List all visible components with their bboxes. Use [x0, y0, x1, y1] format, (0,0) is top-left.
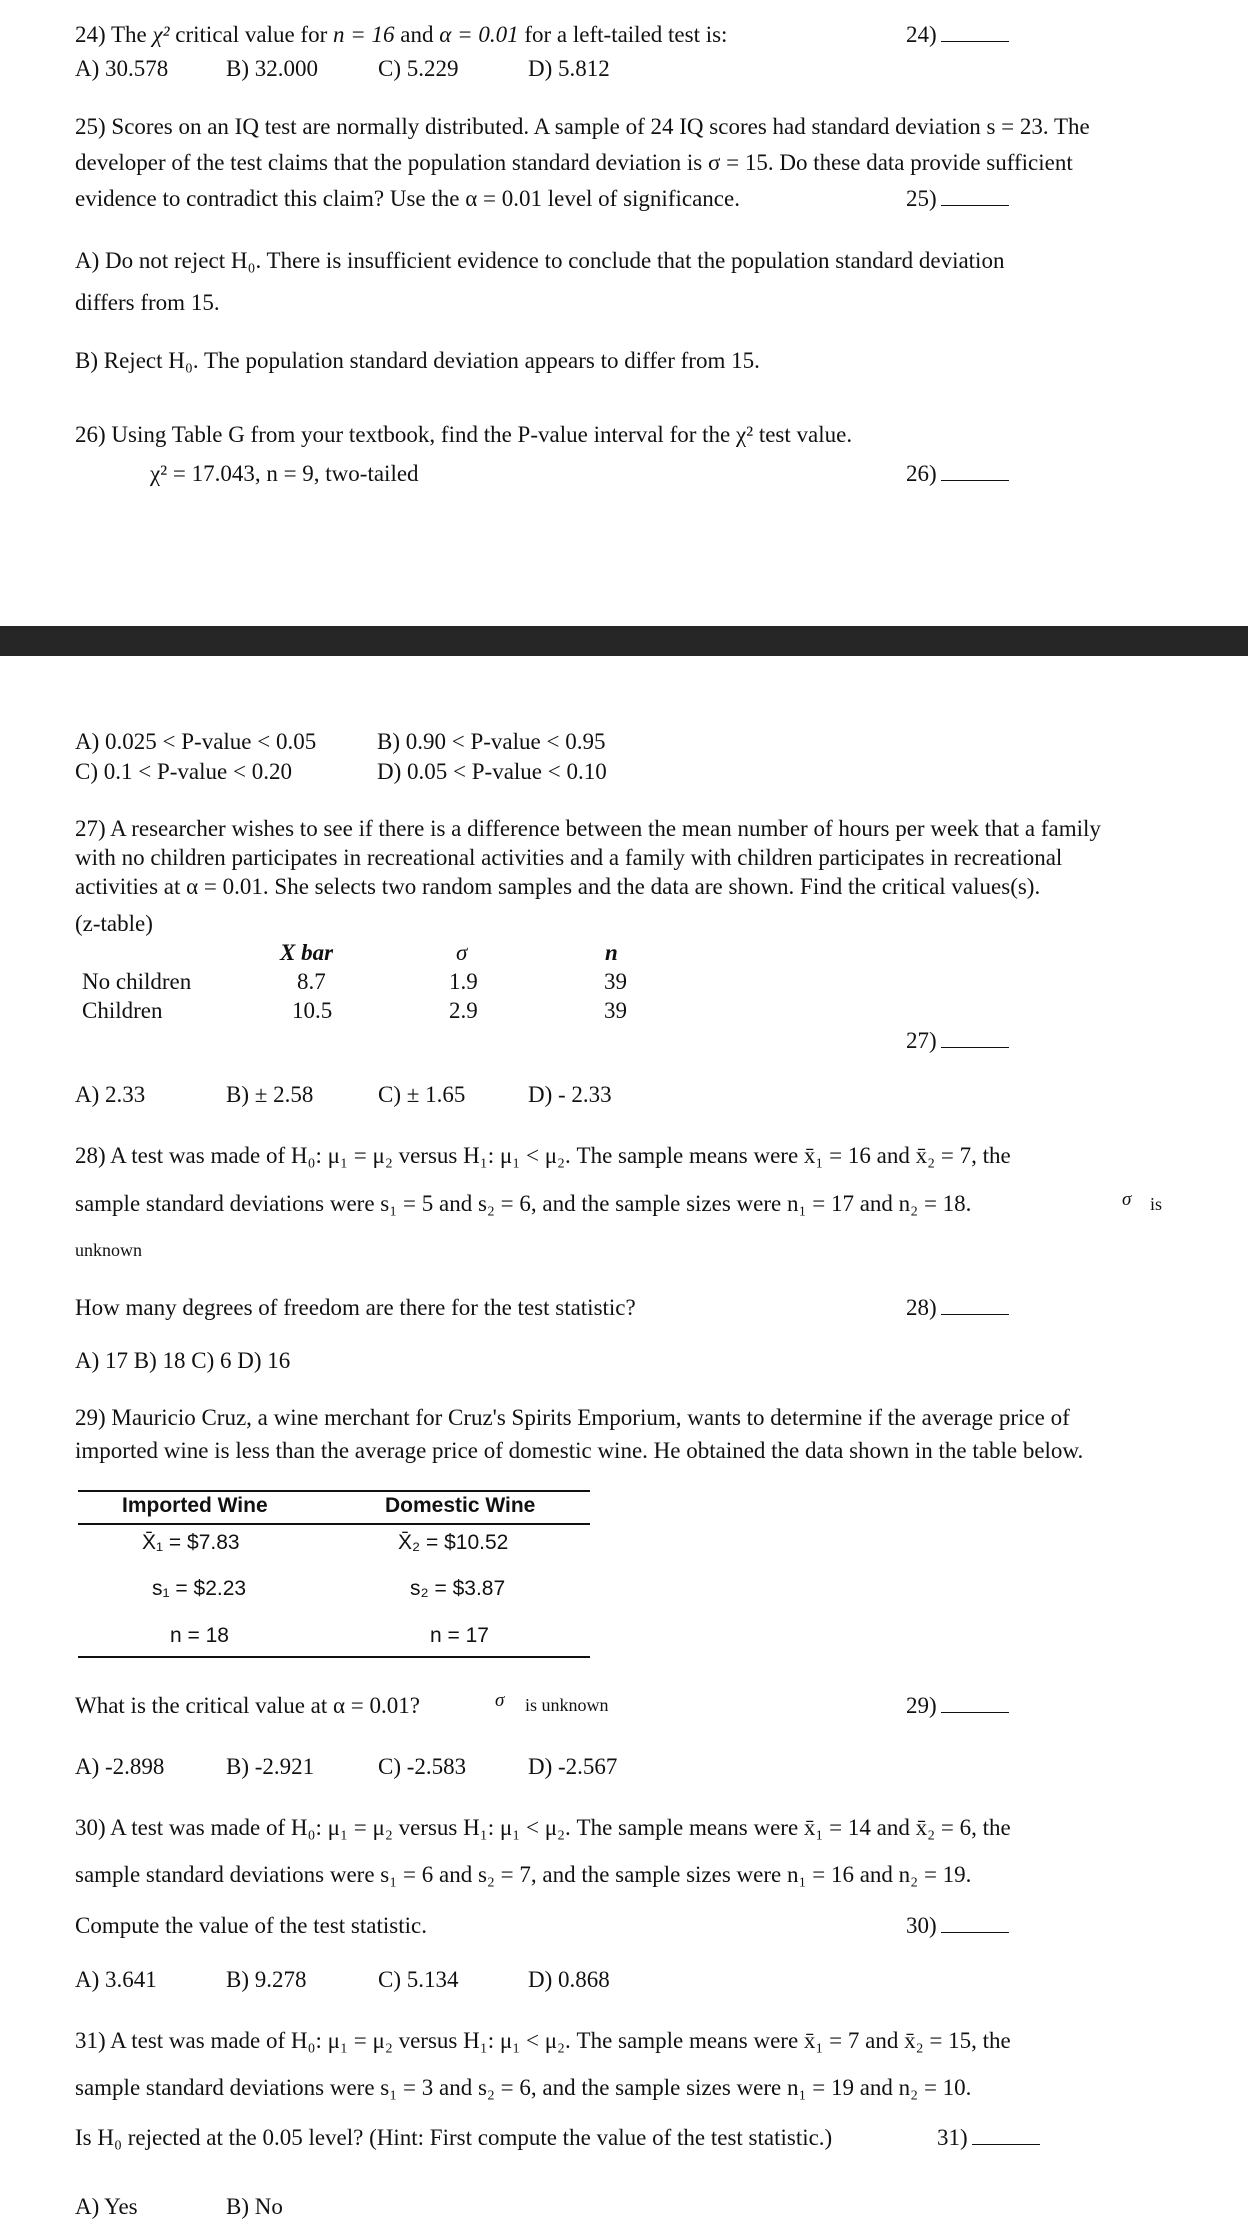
q26-option-c[interactable]: C) 0.1 < P-value < 0.20 — [75, 759, 292, 784]
q27-cell-xbar: 10.5 — [292, 998, 333, 1023]
answer-blank[interactable] — [941, 1314, 1009, 1315]
q24-and: and — [394, 22, 440, 47]
q30-option-c[interactable]: C) 5.134 — [378, 1967, 459, 1992]
answer-blank[interactable] — [941, 205, 1009, 206]
q24-text-a: 24) The — [75, 22, 153, 47]
q29-sigma-symbol: σ — [495, 1690, 505, 1711]
q27-option-a[interactable]: A) 2.33 — [75, 1082, 146, 1107]
q29-option-b[interactable]: B) -2.921 — [226, 1754, 315, 1779]
answer-blank[interactable] — [941, 1712, 1009, 1713]
q29-imported-n: n = 18 — [170, 1624, 229, 1647]
q31-line-2: sample standard deviations were s₁ = 3 and s₂ = 6, and the sample sizes were n₁ = 19 and n₂ = 10. — [75, 2075, 972, 2100]
q29-header-imported: Imported Wine — [122, 1494, 268, 1517]
q27-line-4: (z-table) — [75, 911, 153, 936]
q27-line-2: with no children participates in recreational activities and a family with children participates in recreational — [75, 845, 1063, 870]
q27-cell-sigma: 2.9 — [449, 998, 478, 1023]
q30-option-b[interactable]: B) 9.278 — [226, 1967, 307, 1992]
q26-option-d[interactable]: D) 0.05 < P-value < 0.10 — [377, 759, 607, 784]
q30-number: 30) — [906, 1913, 937, 1938]
q26-line-2: χ² = 17.043, n = 9, two-tailed — [150, 461, 419, 486]
q29-option-d[interactable]: D) -2.567 — [528, 1754, 618, 1779]
q27-row-label: No children — [82, 969, 192, 994]
q25-line-1: 25) Scores on an IQ test are normally distributed. A sample of 24 IQ scores had standard deviation s = 23. The — [75, 114, 1090, 139]
q27-header-xbar: X bar — [280, 940, 334, 965]
q25-option-a-line-2: differs from 15. — [75, 290, 220, 315]
q24-text-c: for a left-tailed test is: — [518, 22, 728, 47]
q26-answer-slot[interactable] — [906, 461, 1009, 487]
q30-answer-slot[interactable] — [906, 1913, 1009, 1939]
q31-answer-slot[interactable] — [937, 2125, 1040, 2151]
q26-option-a[interactable]: A) 0.025 < P-value < 0.05 — [75, 729, 317, 754]
q27-cell-xbar: 8.7 — [297, 969, 326, 994]
q27-cell-n: 39 — [604, 969, 627, 994]
q29-number: 29) — [906, 1693, 937, 1718]
q25-option-a-line-1[interactable]: A) Do not reject H₀. There is insufficient evidence to conclude that the population standard deviation — [75, 248, 1005, 273]
q24-alpha: α = 0.01 — [439, 22, 519, 47]
q28-number: 28) — [906, 1295, 937, 1320]
q28-line-1: 28) A test was made of H₀: μ₁ = μ₂ versus H₁: μ₁ < μ₂. The sample means were x̄₁ = 16 and x̄₂ = 7, the — [75, 1143, 1011, 1168]
q29-question: What is the critical value at α = 0.01? — [75, 1693, 420, 1718]
q24-number: 24) — [906, 22, 937, 47]
table-rule-top — [78, 1490, 590, 1492]
q24-option-c[interactable]: C) 5.229 — [378, 56, 459, 81]
q27-line-3: activities at α = 0.01. She selects two random samples and the data are shown. Find the critical values(s). — [75, 874, 1041, 899]
q27-option-b[interactable]: B) ± 2.58 — [226, 1082, 314, 1107]
q24-answer-slot[interactable] — [906, 22, 1009, 48]
q28-is: is — [1150, 1194, 1163, 1214]
q27-cell-n: 39 — [604, 998, 627, 1023]
q26-number: 26) — [906, 461, 937, 486]
q28-line-2: sample standard deviations were s₁ = 5 and s₂ = 6, and the sample sizes were n₁ = 17 and n₂ = 18. — [75, 1191, 972, 1216]
q29-domestic-mean: X̄₂ = $10.52 — [398, 1531, 509, 1554]
q29-imported-mean: X̄₁ = $7.83 — [142, 1531, 240, 1554]
answer-blank[interactable] — [941, 41, 1009, 42]
q25-option-b[interactable]: B) Reject H₀. The population standard deviation appears to differ from 15. — [75, 348, 760, 373]
q24-option-b[interactable]: B) 32.000 — [226, 56, 318, 81]
q31-line-3: Is H₀ rejected at the 0.05 level? (Hint: First compute the value of the test statistic.) — [75, 2125, 833, 2150]
q29-option-a[interactable]: A) -2.898 — [75, 1754, 165, 1779]
q28-sigma-symbol: σ — [1122, 1189, 1132, 1210]
q30-option-d[interactable]: D) 0.868 — [528, 1967, 610, 1992]
q27-number: 27) — [906, 1028, 937, 1053]
q25-answer-slot[interactable] — [906, 186, 1009, 212]
q27-answer-slot[interactable] — [906, 1028, 1009, 1054]
q26-line-1: 26) Using Table G from your textbook, find the P-value interval for the χ² test value. — [75, 422, 853, 447]
q30-option-a[interactable]: A) 3.641 — [75, 1967, 157, 1992]
q31-option-b[interactable]: B) No — [226, 2194, 283, 2219]
q27-cell-sigma: 1.9 — [449, 969, 478, 994]
answer-blank[interactable] — [941, 480, 1009, 481]
q24-stem — [75, 22, 727, 48]
q27-header-sigma: σ — [456, 940, 468, 965]
q29-line-2: imported wine is less than the average price of domestic wine. He obtained the data shown in the table below. — [75, 1438, 1084, 1463]
q31-line-1: 31) A test was made of H₀: μ₁ = μ₂ versus H₁: μ₁ < μ₂. The sample means were x̄₁ = 7 and x̄₂ = 15, the — [75, 2028, 1011, 2053]
q29-line-1: 29) Mauricio Cruz, a wine merchant for Cruz's Spirits Emporium, wants to determine if the average price of — [75, 1405, 1070, 1430]
q29-unknown: is unknown — [525, 1695, 609, 1715]
q29-domestic-sd: s₂ = $3.87 — [410, 1577, 506, 1600]
table-rule-header — [78, 1523, 590, 1525]
q27-option-d[interactable]: D) - 2.33 — [528, 1082, 612, 1107]
q31-option-a[interactable]: A) Yes — [75, 2194, 138, 2219]
q24-text-b: critical value for — [169, 22, 334, 47]
q29-option-c[interactable]: C) -2.583 — [378, 1754, 467, 1779]
answer-blank[interactable] — [941, 1932, 1009, 1933]
q27-header-n: n — [605, 940, 618, 965]
q29-imported-sd: s₁ = $2.23 — [152, 1577, 247, 1600]
q25-number: 25) — [906, 186, 937, 211]
q30-line-2: sample standard deviations were s₁ = 6 and s₂ = 7, and the sample sizes were n₁ = 16 and n₂ = 19. — [75, 1862, 972, 1887]
q29-header-domestic: Domestic Wine — [385, 1494, 536, 1517]
q30-line-3: Compute the value of the test statistic. — [75, 1913, 427, 1938]
q28-options[interactable]: A) 17 B) 18 C) 6 D) 16 — [75, 1348, 291, 1373]
q29-domestic-n: n = 17 — [430, 1624, 489, 1647]
q26-option-b[interactable]: B) 0.90 < P-value < 0.95 — [377, 729, 606, 754]
q27-line-1: 27) A researcher wishes to see if there is a difference between the mean number of hours per week that a family — [75, 816, 1101, 841]
q30-line-1: 30) A test was made of H₀: μ₁ = μ₂ versus H₁: μ₁ < μ₂. The sample means were x̄₁ = 14 and x̄₂ = 6, the — [75, 1815, 1011, 1840]
q25-line-2: developer of the test claims that the population standard deviation is σ = 15. Do these data provide sufficient — [75, 150, 1073, 175]
chi-square-symbol: χ² — [152, 22, 170, 47]
answer-blank[interactable] — [972, 2144, 1040, 2145]
q28-answer-slot[interactable] — [906, 1295, 1009, 1321]
answer-blank[interactable] — [941, 1047, 1009, 1048]
q25-line-3: evidence to contradict this claim? Use the α = 0.01 level of significance. — [75, 186, 740, 211]
q28-line-3: unknown — [75, 1240, 142, 1260]
q29-answer-slot[interactable] — [906, 1693, 1009, 1719]
table-rule-bottom — [78, 1656, 590, 1658]
q27-option-c[interactable]: C) ± 1.65 — [378, 1082, 466, 1107]
q28-question: How many degrees of freedom are there for the test statistic? — [75, 1295, 636, 1320]
q27-row-label: Children — [82, 998, 163, 1023]
q31-number: 31) — [937, 2125, 968, 2150]
q24-option-a[interactable]: A) 30.578 — [75, 56, 169, 81]
q24-option-d[interactable]: D) 5.812 — [528, 56, 610, 81]
page-divider — [0, 626, 1248, 656]
q24-n: n = 16 — [333, 22, 395, 47]
